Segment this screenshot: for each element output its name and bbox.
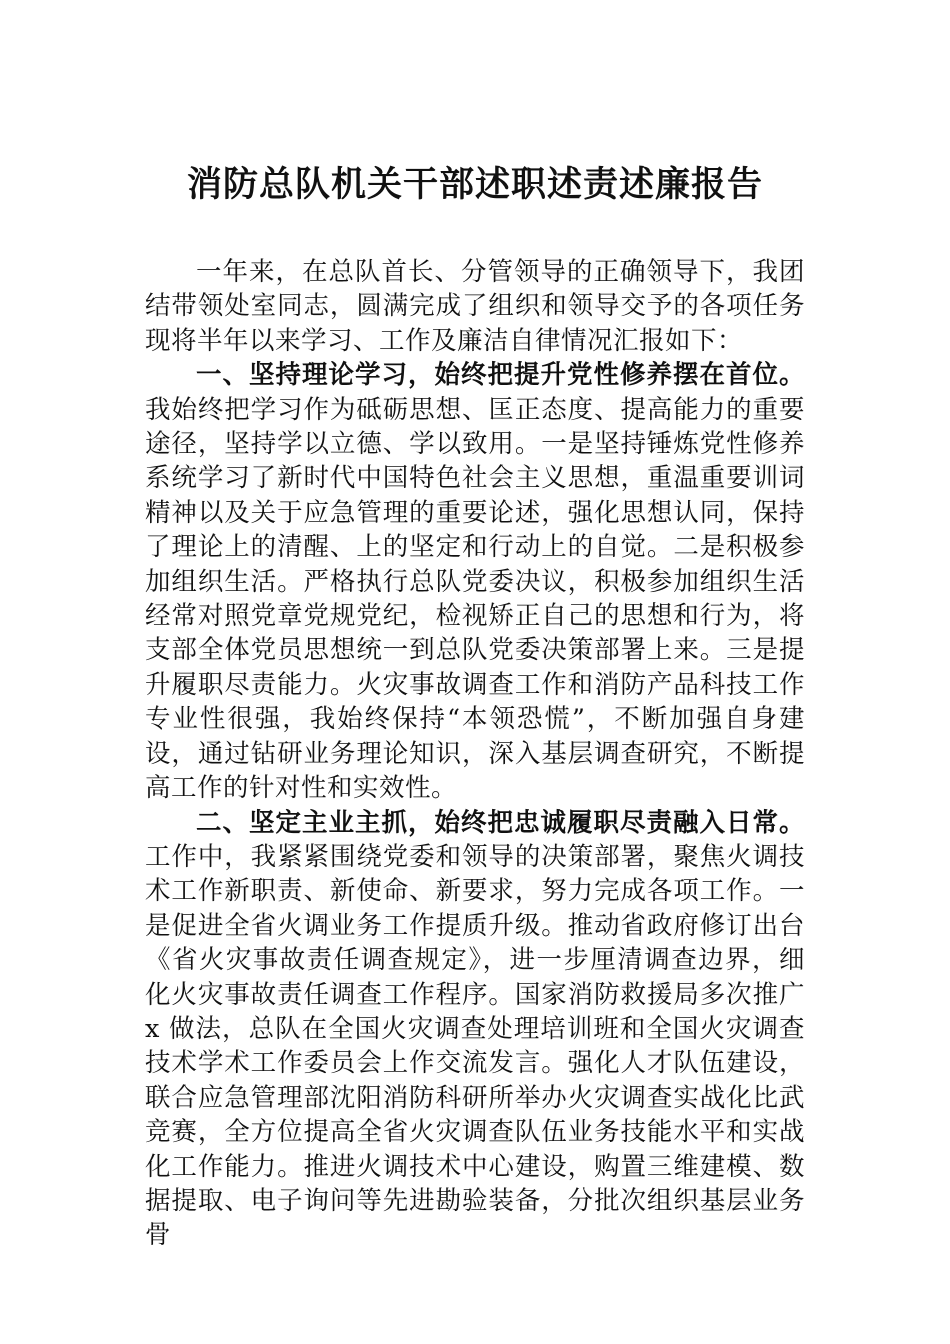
section-1-heading: 一、坚持理论学习，始终把提升党性修养摆在首位。 (196, 360, 805, 391)
section-1-paragraph (145, 358, 805, 805)
section-2-body: 工作中，我紧紧围绕党委和领导的决策部署，聚焦火调技术工作新职责、新使命、新要求，努力完成各项工作。一是促进全省火调业务工作提质升级。推动省政府修订出台《省火灾事故责任调查规定》，进一步厘清调查边界，细化火灾事故责任调查工作程序。国家消防救援局多次推广 x 做法，总队在全国火灾调查处理培训班和全国火灾调查技术学术工作委员会上作交流发言。强化人才队伍建设，联合应急管理部沈阳消防科研所举办火灾调查实战化比武竞赛，全方位提高全省火灾调查队伍业务技能水平和实战化工作能力。推进火调技术中心建设，购置三维建模、数据提取、电子询问等先进勘验装备，分批次组织基层业务骨 (145, 841, 805, 1251)
section-1-body: 我始终把学习作为砥砺思想、匡正态度、提高能力的重要途径，坚持学以立德、学以致用。一是坚持锤炼党性修养系统学习了新时代中国特色社会主义思想，重温重要训词精神以及关于应急管理的重要论述，强化思想认同，保持了理论上的清醒、上的坚定和行动上的自觉。二是积极参加组织生活。严格执行总队党委决议，积极参加组织生活经常对照党章党规党纪，检视矫正自己的思想和行为，将支部全体党员思想统一到总队党委决策部署上来。三是提升履职尽责能力。火灾事故调查工作和消防产品科技工作专业性很强，我始终保持“本领恐慌”，不断加强自身建设，通过钻研业务理论知识，深入基层调查研究，不断提高工作的针对性和实效性。 (145, 394, 805, 804)
intro-paragraph: 一年来，在总队首长、分管领导的正确领导下，我团结带领处室同志，圆满完成了组织和领导交予的各项任务现将半年以来学习、工作及廉洁自律情况汇报如下： (145, 257, 805, 356)
section-2-heading: 二、坚定主业主抓，始终把忠诚履职尽责融入日常。 (196, 807, 805, 838)
document-title: 消防总队机关干部述职述责述廉报告 (186, 164, 763, 205)
document-body (145, 255, 805, 1253)
section-2-paragraph (145, 806, 805, 1253)
